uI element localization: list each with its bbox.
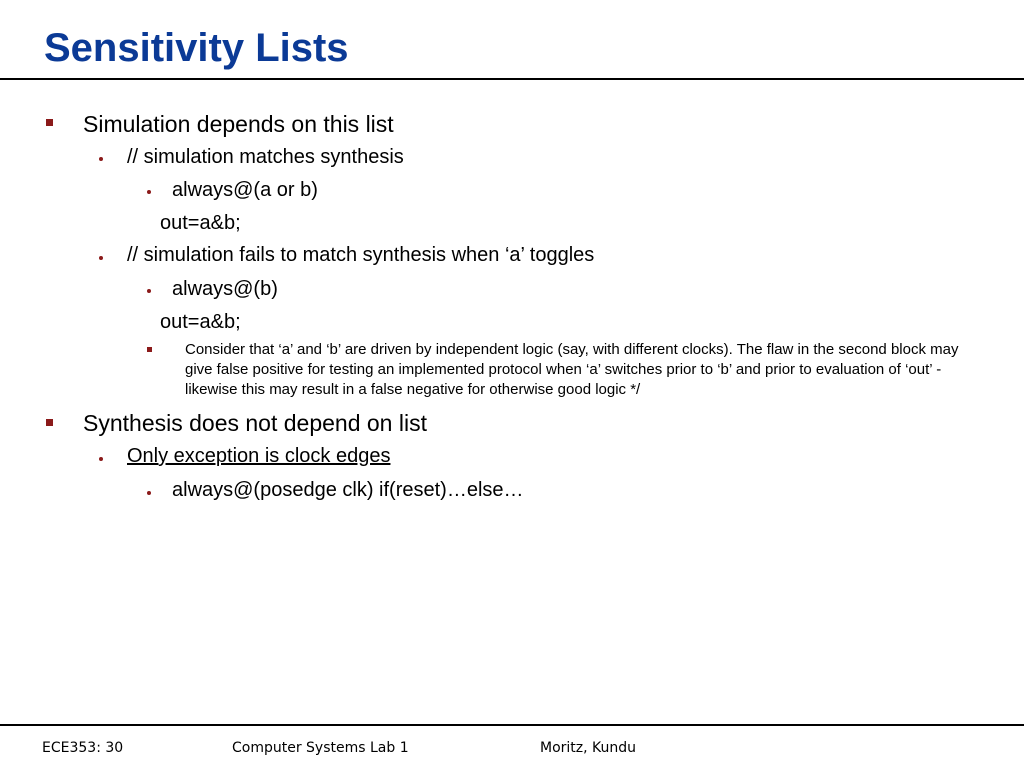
- square-bullet-icon: [147, 347, 152, 352]
- bullet-text: Simulation depends on this list: [83, 111, 394, 137]
- dot-bullet-icon: [99, 256, 103, 260]
- bullet-text: always@(posedge clk) if(reset)…else…: [172, 479, 524, 501]
- bullet-text: // simulation matches synthesis: [127, 146, 404, 168]
- dot-bullet-icon: [147, 289, 151, 293]
- title-divider: [0, 78, 1024, 80]
- bullet-text: Synthesis does not depend on list: [83, 410, 427, 436]
- dot-bullet-icon: [99, 457, 103, 461]
- slide-title: Sensitivity Lists: [44, 26, 349, 70]
- bullet-text: // simulation fails to match synthesis when ‘a’ toggles: [127, 244, 595, 266]
- footer-course: ECE353: 30: [42, 740, 124, 756]
- footer-divider: [0, 724, 1024, 726]
- note-paragraph: Consider that ‘a’ and ‘b’ are driven by independent logic (say, with different clocks). The flaw in the second block may give false positive for testing an implemented protocol when ‘a’ switches prior to ‘b’ and prior to evaluation of ‘out’ - likewise this may result in a false negative for otherwise good logic */: [185, 341, 959, 398]
- dot-bullet-icon: [147, 491, 151, 495]
- bullet-text-underlined: Only exception is clock edges: [127, 445, 391, 467]
- footer-authors: Moritz, Kundu: [540, 740, 637, 756]
- bullet-text: always@(a or b): [172, 179, 318, 201]
- dot-bullet-icon: [99, 157, 103, 161]
- dot-bullet-icon: [147, 190, 151, 194]
- code-line: out=a&b;: [160, 212, 241, 234]
- square-bullet-icon: [46, 419, 53, 426]
- footer-lab: Computer Systems Lab 1: [232, 740, 409, 756]
- square-bullet-icon: [46, 119, 53, 126]
- bullet-text: always@(b): [172, 278, 278, 300]
- code-line: out=a&b;: [160, 311, 241, 333]
